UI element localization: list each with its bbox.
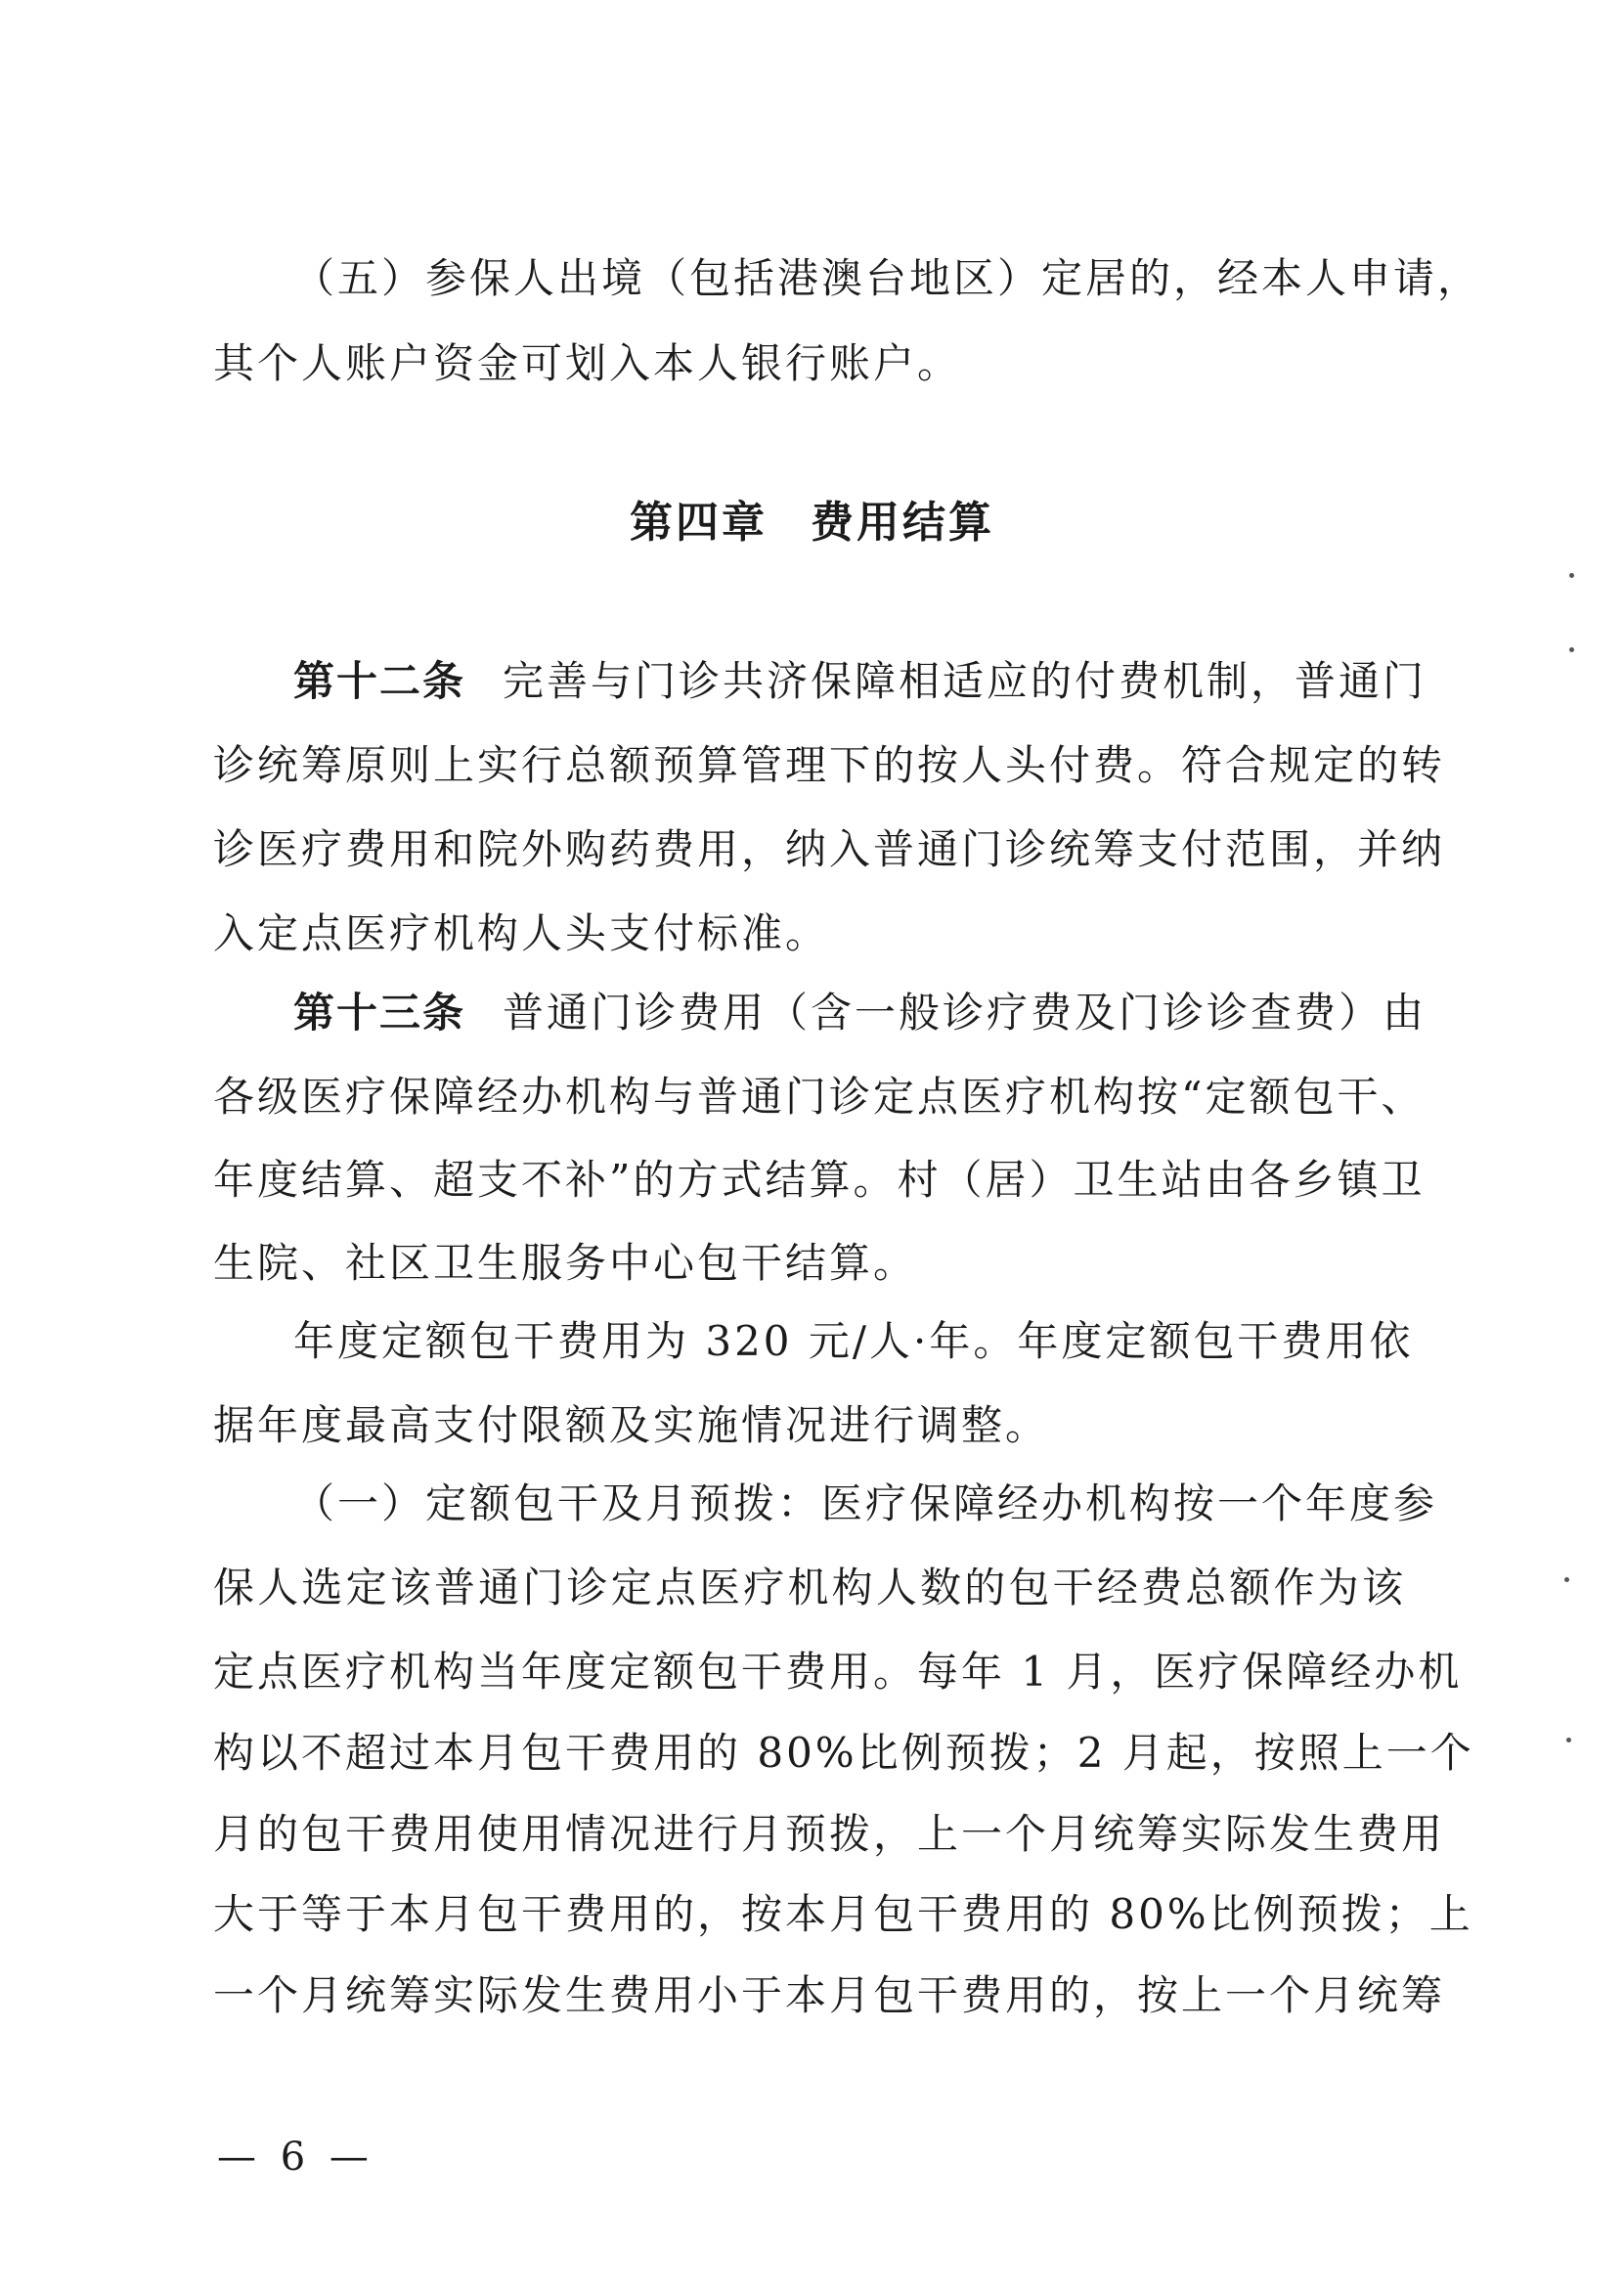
page-number: — 6 —	[217, 2135, 374, 2180]
article-12-text-1: 完善与门诊共济保障相适应的付费机制，普通门	[503, 657, 1427, 705]
item-1-line-7: 一个月统筹实际发生费用小于本月包干费用的，按上一个月统筹	[213, 1971, 1446, 2019]
scan-speck	[1564, 1577, 1569, 1582]
intro-line-2: 其个人账户资金可划入本人银行账户。	[213, 339, 962, 387]
item-1-line-2: 保人选定该普通门诊定点医疗机构人数的包干经费总额作为该	[213, 1564, 1406, 1611]
item-1-line-1: （一）定额包干及月预拨：医疗保障经办机构按一个年度参	[293, 1479, 1438, 1527]
article-13-line-1	[293, 984, 1427, 1042]
article-13-label: 第十三条	[293, 989, 466, 1036]
item-1-line-5: 月的包干费用使用情况进行月预拨，上一个月统筹实际发生费用	[213, 1810, 1446, 1858]
scan-speck	[1569, 647, 1574, 652]
chapter-title: 费用结算	[811, 498, 994, 548]
article-13-line-2: 各级医疗保障经办机构与普通门诊定点医疗机构按“定额包干、	[213, 1073, 1426, 1121]
scan-speck	[1566, 1738, 1571, 1742]
article-12-line-3: 诊医疗费用和院外购药费用，纳入普通门诊统筹支付范围，并纳	[213, 825, 1446, 873]
article-12-line-1	[293, 652, 1427, 711]
item-1-line-4: 构以不超过本月包干费用的 80%比例预拨；2 月起，按照上一个	[213, 1729, 1474, 1777]
article-13-line-4: 生院、社区卫生服务中心包干结算。	[213, 1239, 918, 1287]
article-13-text-1: 普通门诊费用（含一般诊疗费及门诊诊查费）由	[503, 989, 1427, 1036]
article-13-line-3: 年度结算、超支不补”的方式结算。村（居）卫生站由各乡镇卫	[213, 1156, 1426, 1204]
quota-line-2: 据年度最高支付限额及实施情况进行调整。	[213, 1401, 1050, 1449]
chapter-number: 第四章	[630, 498, 768, 548]
article-12-line-2: 诊统筹原则上实行总额预算管理下的按人头付费。符合规定的转	[213, 741, 1446, 789]
scan-speck	[1569, 573, 1574, 578]
item-1-line-6: 大于等于本月包干费用的，按本月包干费用的 80%比例预拨；上	[213, 1890, 1473, 1938]
chapter-heading	[0, 487, 1624, 550]
item-1-line-3: 定点医疗机构当年度定额包干费用。每年 1 月，医疗保障经办机	[213, 1648, 1463, 1696]
article-12-line-4: 入定点医疗机构人头支付标准。	[213, 909, 830, 957]
intro-line-1: （五）参保人出境（包括港澳台地区）定居的，经本人申请，	[293, 254, 1482, 302]
article-12-label: 第十二条	[293, 657, 466, 705]
quota-line-1: 年度定额包干费用为 320 元/人·年。年度定额包干费用依	[293, 1317, 1414, 1365]
